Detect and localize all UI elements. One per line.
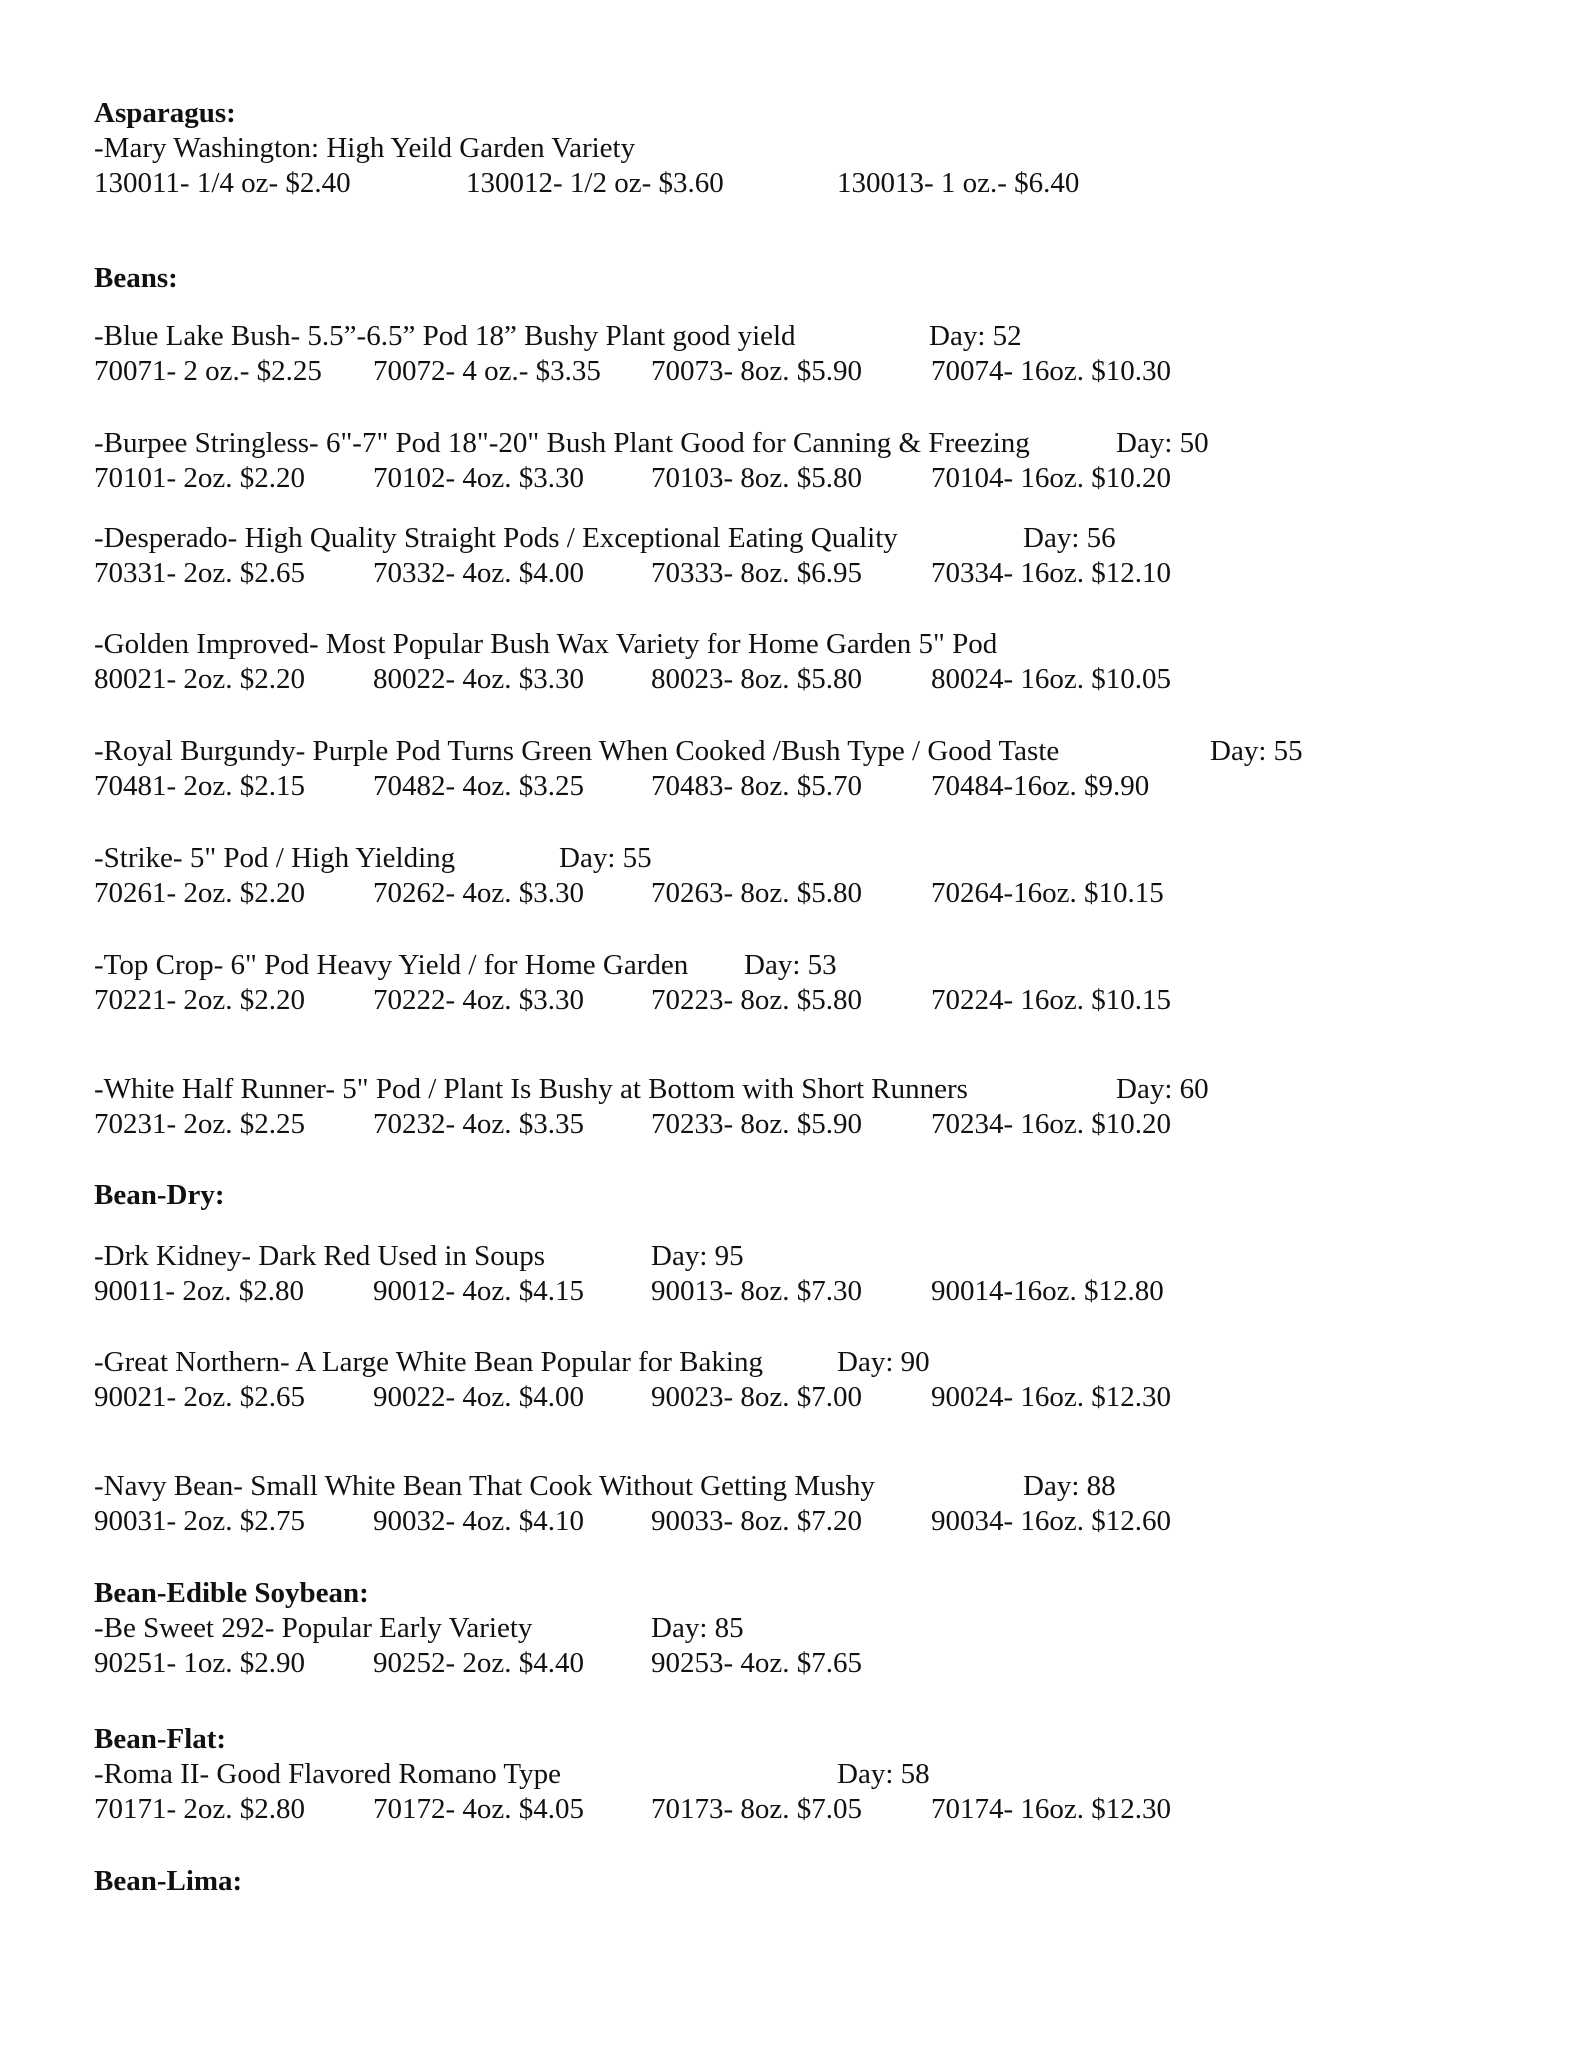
price-item: 130013- 1 oz.- $6.40 xyxy=(837,167,1080,199)
price-item: 70074- 16oz. $10.30 xyxy=(931,355,1172,387)
days-to-maturity: Day: 95 xyxy=(651,1240,744,1272)
variety-golden-improved xyxy=(0,626,1582,662)
price-item: 70482- 4oz. $3.25 xyxy=(373,770,585,802)
days-to-maturity: Day: 55 xyxy=(1210,735,1303,767)
price-item: 90011- 2oz. $2.80 xyxy=(94,1275,304,1307)
variety-description: -Great Northern- A Large White Bean Popular for Baking xyxy=(94,1346,763,1378)
variety-blue-lake-bush xyxy=(0,318,1582,354)
price-item: 70483- 8oz. $5.70 xyxy=(651,770,863,802)
variety-description: -Mary Washington: High Yeild Garden Variety xyxy=(94,132,636,164)
price-item: 90021- 2oz. $2.65 xyxy=(94,1381,306,1413)
section-title: Asparagus: xyxy=(94,97,236,129)
price-item: 70484-16oz. $9.90 xyxy=(931,770,1150,802)
price-item: 70071- 2 oz.- $2.25 xyxy=(94,355,322,387)
variety-burpee-stringless xyxy=(0,425,1582,461)
section-heading-beans xyxy=(0,260,1582,296)
price-item: 90013- 8oz. $7.30 xyxy=(651,1275,863,1307)
variety-royal-burgundy xyxy=(0,733,1582,769)
price-item: 70073- 8oz. $5.90 xyxy=(651,355,863,387)
variety-great-northern xyxy=(0,1344,1582,1380)
days-to-maturity: Day: 88 xyxy=(1023,1470,1116,1502)
price-row xyxy=(0,555,1582,591)
variety-strike xyxy=(0,840,1582,876)
price-item: 90024- 16oz. $12.30 xyxy=(931,1381,1172,1413)
price-item: 70264-16oz. $10.15 xyxy=(931,877,1164,909)
section-heading-asparagus xyxy=(0,95,1582,131)
price-item: 70234- 16oz. $10.20 xyxy=(931,1108,1172,1140)
price-item: 90251- 1oz. $2.90 xyxy=(94,1647,306,1679)
price-item: 70174- 16oz. $12.30 xyxy=(931,1793,1172,1825)
price-item: 70334- 16oz. $12.10 xyxy=(931,557,1172,589)
variety-mary-washington xyxy=(0,130,1582,166)
days-to-maturity: Day: 60 xyxy=(1116,1073,1209,1105)
price-item: 70263- 8oz. $5.80 xyxy=(651,877,863,909)
days-to-maturity: Day: 56 xyxy=(1023,522,1116,554)
price-row xyxy=(0,1645,1582,1681)
price-item: 70331- 2oz. $2.65 xyxy=(94,557,306,589)
price-item: 70333- 8oz. $6.95 xyxy=(651,557,863,589)
section-heading-bean-edible-soybean xyxy=(0,1575,1582,1611)
variety-desperado xyxy=(0,520,1582,556)
price-item: 90031- 2oz. $2.75 xyxy=(94,1505,306,1537)
variety-description: -Be Sweet 292- Popular Early Variety xyxy=(94,1612,533,1644)
price-item: 130011- 1/4 oz- $2.40 xyxy=(94,167,351,199)
price-item: 80023- 8oz. $5.80 xyxy=(651,663,863,695)
variety-description: -Golden Improved- Most Popular Bush Wax Variety for Home Garden 5" Pod xyxy=(94,628,998,660)
price-item: 90033- 8oz. $7.20 xyxy=(651,1505,863,1537)
price-row xyxy=(0,982,1582,1018)
price-item: 70103- 8oz. $5.80 xyxy=(651,462,863,494)
variety-description: -Top Crop- 6" Pod Heavy Yield / for Home Garden xyxy=(94,949,689,981)
price-item: 70171- 2oz. $2.80 xyxy=(94,1793,306,1825)
price-item: 90014-16oz. $12.80 xyxy=(931,1275,1164,1307)
variety-description: -Strike- 5" Pod / High Yielding xyxy=(94,842,456,874)
days-to-maturity: Day: 58 xyxy=(837,1758,930,1790)
price-item: 70173- 8oz. $7.05 xyxy=(651,1793,863,1825)
variety-white-half-runner xyxy=(0,1071,1582,1107)
price-row xyxy=(0,661,1582,697)
days-to-maturity: Day: 55 xyxy=(559,842,652,874)
price-item: 70221- 2oz. $2.20 xyxy=(94,984,306,1016)
variety-be-sweet-292 xyxy=(0,1610,1582,1646)
price-item: 70233- 8oz. $5.90 xyxy=(651,1108,863,1140)
section-title: Bean-Lima: xyxy=(94,1865,243,1897)
price-row xyxy=(0,353,1582,389)
variety-navy-bean xyxy=(0,1468,1582,1504)
price-item: 70102- 4oz. $3.30 xyxy=(373,462,585,494)
price-item: 70231- 2oz. $2.25 xyxy=(94,1108,306,1140)
price-row xyxy=(0,460,1582,496)
price-row xyxy=(0,1791,1582,1827)
price-item: 90032- 4oz. $4.10 xyxy=(373,1505,585,1537)
price-item: 70104- 16oz. $10.20 xyxy=(931,462,1172,494)
variety-description: -Navy Bean- Small White Bean That Cook Without Getting Mushy xyxy=(94,1470,875,1502)
variety-description: -Royal Burgundy- Purple Pod Turns Green When Cooked /Bush Type / Good Taste xyxy=(94,735,1060,767)
price-item: 80022- 4oz. $3.30 xyxy=(373,663,585,695)
price-item: 70332- 4oz. $4.00 xyxy=(373,557,585,589)
variety-drk-kidney xyxy=(0,1238,1582,1274)
price-item: 90034- 16oz. $12.60 xyxy=(931,1505,1172,1537)
price-item: 70223- 8oz. $5.80 xyxy=(651,984,863,1016)
days-to-maturity: Day: 50 xyxy=(1116,427,1209,459)
price-row xyxy=(0,1503,1582,1539)
section-heading-bean-flat xyxy=(0,1721,1582,1757)
variety-description: -Burpee Stringless- 6"-7" Pod 18"-20" Bush Plant Good for Canning & Freezing xyxy=(94,427,1030,459)
price-row xyxy=(0,875,1582,911)
price-row xyxy=(0,768,1582,804)
section-title: Bean-Dry: xyxy=(94,1179,225,1211)
price-row xyxy=(0,1273,1582,1309)
section-title: Bean-Flat: xyxy=(94,1723,227,1755)
variety-description: -Drk Kidney- Dark Red Used in Soups xyxy=(94,1240,546,1272)
price-item: 90022- 4oz. $4.00 xyxy=(373,1381,585,1413)
price-item: 80024- 16oz. $10.05 xyxy=(931,663,1172,695)
price-item: 90252- 2oz. $4.40 xyxy=(373,1647,585,1679)
price-item: 90023- 8oz. $7.00 xyxy=(651,1381,863,1413)
days-to-maturity: Day: 85 xyxy=(651,1612,744,1644)
price-item: 70232- 4oz. $3.35 xyxy=(373,1108,585,1140)
price-item: 90012- 4oz. $4.15 xyxy=(373,1275,585,1307)
variety-description: -White Half Runner- 5" Pod / Plant Is Bushy at Bottom with Short Runners xyxy=(94,1073,968,1105)
price-item: 70101- 2oz. $2.20 xyxy=(94,462,306,494)
variety-description: -Roma II- Good Flavored Romano Type xyxy=(94,1758,561,1790)
price-item: 70262- 4oz. $3.30 xyxy=(373,877,585,909)
price-item: 80021- 2oz. $2.20 xyxy=(94,663,306,695)
price-item: 70172- 4oz. $4.05 xyxy=(373,1793,585,1825)
price-item: 70072- 4 oz.- $3.35 xyxy=(373,355,601,387)
section-title: Bean-Edible Soybean: xyxy=(94,1577,369,1609)
days-to-maturity: Day: 52 xyxy=(929,320,1022,352)
price-row xyxy=(0,165,1582,201)
price-item: 70261- 2oz. $2.20 xyxy=(94,877,306,909)
section-heading-bean-lima xyxy=(0,1863,1582,1899)
price-item: 70224- 16oz. $10.15 xyxy=(931,984,1172,1016)
section-heading-bean-dry xyxy=(0,1177,1582,1213)
price-item: 70481- 2oz. $2.15 xyxy=(94,770,306,802)
price-item: 130012- 1/2 oz- $3.60 xyxy=(466,167,724,199)
variety-roma-ii xyxy=(0,1756,1582,1792)
price-row xyxy=(0,1379,1582,1415)
price-item: 90253- 4oz. $7.65 xyxy=(651,1647,863,1679)
price-item: 70222- 4oz. $3.30 xyxy=(373,984,585,1016)
section-title: Beans: xyxy=(94,262,178,294)
variety-top-crop xyxy=(0,947,1582,983)
days-to-maturity: Day: 90 xyxy=(837,1346,930,1378)
variety-description: -Blue Lake Bush- 5.5”-6.5” Pod 18” Bushy Plant good yield xyxy=(94,320,796,352)
days-to-maturity: Day: 53 xyxy=(744,949,837,981)
price-row xyxy=(0,1106,1582,1142)
variety-description: -Desperado- High Quality Straight Pods / Exceptional Eating Quality xyxy=(94,522,898,554)
